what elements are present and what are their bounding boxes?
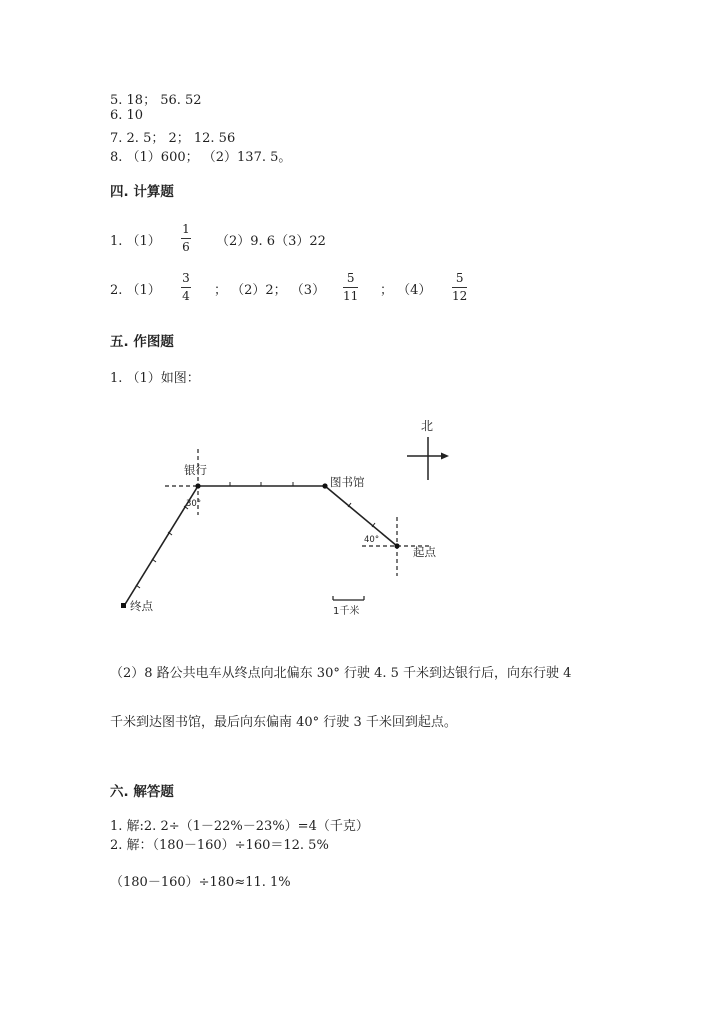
solution-2-continued: （180－160）÷180≈11. 1% bbox=[110, 875, 291, 890]
section-6-heading: 六. 解答题 bbox=[110, 784, 174, 800]
compass-north-label: 北 bbox=[421, 419, 434, 433]
start-point bbox=[394, 543, 399, 548]
compass-arrow-icon bbox=[441, 453, 449, 460]
calc-q2-mid-1: ； （2）2； （3） bbox=[214, 283, 326, 298]
route-ticks-1 bbox=[136, 506, 188, 588]
fraction-denominator: 12 bbox=[452, 289, 468, 304]
fraction-denominator: 4 bbox=[182, 289, 190, 304]
fraction-numerator: 1 bbox=[182, 222, 190, 236]
drawing-q1-label: 1. （1）如图： bbox=[110, 371, 200, 386]
start-label: 起点 bbox=[413, 545, 436, 559]
drawing-q2-line1: （2）8 路公共电车从终点向北偏东 30° 行驶 4. 5 千米到达银行后，向东行驶 4 bbox=[110, 666, 572, 681]
bank-point bbox=[195, 483, 200, 488]
bank-label: 银行 bbox=[184, 463, 207, 477]
calc-q2-mid-2: ； （4） bbox=[380, 283, 432, 298]
answer-5: 5. 18； 56. 52 bbox=[110, 93, 202, 108]
section-4-heading: 四. 计算题 bbox=[110, 184, 174, 200]
fraction-numerator: 5 bbox=[455, 271, 464, 285]
calc-q1-prefix: 1. （1） bbox=[110, 234, 161, 249]
solution-1: 1. 解:2. 2÷（1－22%－23%）=4（千克） bbox=[110, 819, 369, 834]
answer-6: 6. 10 bbox=[110, 108, 144, 123]
fraction-numerator: 3 bbox=[182, 271, 190, 285]
terminus-point bbox=[121, 603, 126, 608]
scale-label: 1千米 bbox=[333, 606, 360, 617]
section-5-heading: 五. 作图题 bbox=[110, 334, 174, 350]
fraction-denominator: 6 bbox=[182, 240, 190, 255]
library-point bbox=[322, 483, 327, 488]
route-library-to-start bbox=[325, 486, 397, 546]
angle-30-label: 30° bbox=[186, 499, 202, 509]
solution-2: 2. 解：（180－160）÷160＝12. 5% bbox=[110, 838, 329, 853]
drawing-q2-line2: 千米到达图书馆，最后向东偏南 40° 行驶 3 千米回到起点。 bbox=[110, 715, 457, 730]
fraction-numerator: 5 bbox=[346, 271, 355, 285]
calc-q1-rest: （2）9. 6（3）22 bbox=[216, 234, 326, 249]
answer-7: 7. 2. 5； 2； 12. 56 bbox=[110, 131, 236, 146]
library-label: 图书馆 bbox=[330, 475, 365, 489]
answer-8: 8. （1）600； （2）137. 5。 bbox=[110, 150, 292, 165]
angle-40-label: 40° bbox=[364, 535, 380, 545]
terminus-label: 终点 bbox=[130, 599, 153, 613]
fraction-denominator: 11 bbox=[343, 289, 359, 304]
calc-q2-prefix: 2. （1） bbox=[110, 283, 161, 298]
